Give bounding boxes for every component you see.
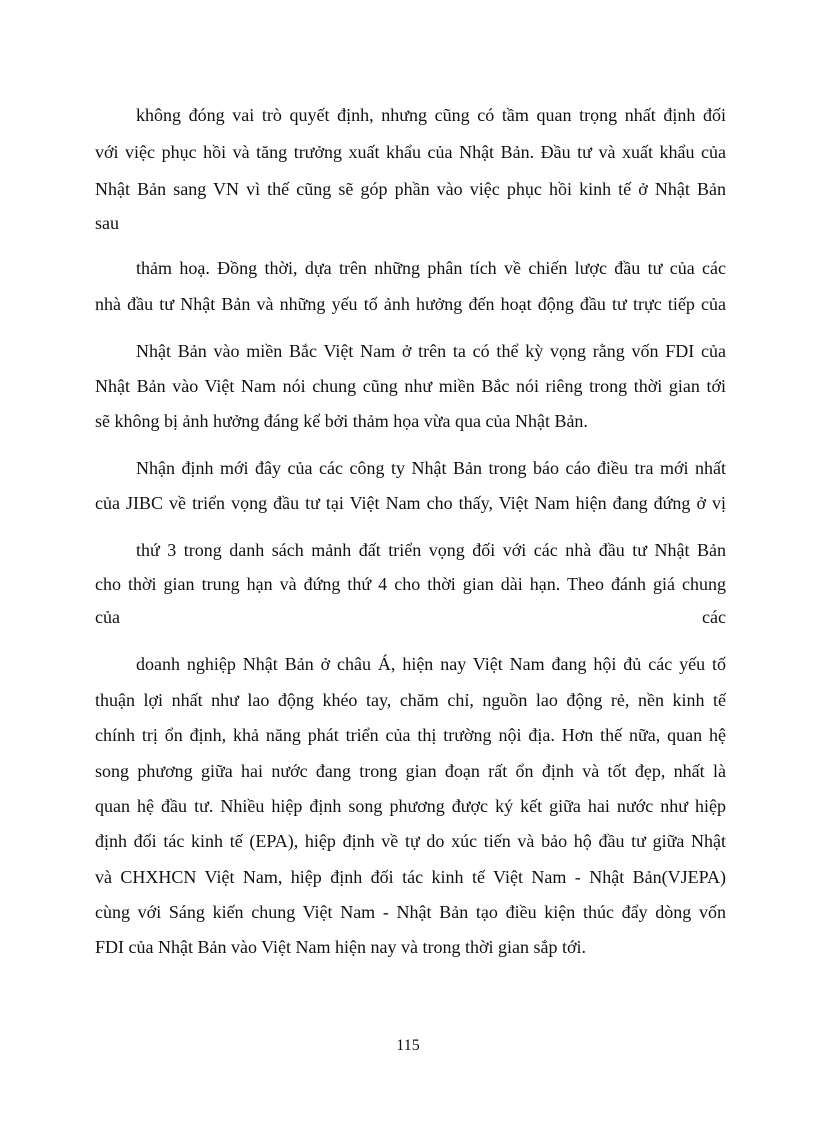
text-line: thuận lợi nhất như lao động khéo tay, chăm chỉ, nguồn lao động rẻ, nền kinh tế (95, 690, 726, 710)
text-line: sau (95, 213, 119, 233)
text-line: chính trị ổn định, khả năng phát triển của thị trường nội địa. Hơn thế nữa, quan hệ (95, 725, 726, 745)
text-line: Nhật Bản vào Việt Nam nói chung cũng như miền Bắc nói riêng trong thời gian tới (95, 376, 726, 396)
text-line: sẽ không bị ảnh hưởng đáng kể bởi thảm họa vừa qua của Nhật Bản. (95, 411, 588, 431)
text-line: doanh nghiệp Nhật Bản ở châu Á, hiện nay Việt Nam đang hội đủ các yếu tố (136, 654, 726, 674)
text-line: của JIBC về triển vọng đầu tư tại Việt Nam cho thấy, Việt Nam hiện đang đứng ở vị (95, 493, 726, 513)
text-line: với việc phục hồi và tăng trưởng xuất khẩu của Nhật Bản. Đầu tư và xuất khẩu của (95, 142, 726, 162)
text-fragment: các (702, 607, 726, 627)
text-line: không đóng vai trò quyết định, nhưng cũng có tầm quan trọng nhất định đối (136, 105, 726, 125)
text-line: cùng với Sáng kiến chung Việt Nam - Nhật Bản tạo điều kiện thúc đẩy dòng vốn (95, 902, 726, 922)
split-line (95, 606, 726, 628)
text-fragment: của (95, 607, 120, 627)
text-line: và CHXHCN Việt Nam, hiệp định đối tác kinh tế Việt Nam - Nhật Bản(VJEPA) (95, 867, 726, 887)
text-line: thứ 3 trong danh sách mảnh đất triển vọng đối với các nhà đầu tư Nhật Bản (136, 540, 726, 560)
text-line: song phương giữa hai nước đang trong gian đoạn rất ổn định và tốt đẹp, nhất là (95, 761, 726, 781)
text-line: cho thời gian trung hạn và đứng thứ 4 cho thời gian dài hạn. Theo đánh giá chung (95, 574, 726, 594)
text-line: Nhật Bản vào miền Bắc Việt Nam ở trên ta có thể kỳ vọng rằng vốn FDI của (136, 341, 726, 361)
text-line: nhà đầu tư Nhật Bản và những yếu tố ảnh hưởng đến hoạt động đầu tư trực tiếp của (95, 294, 726, 314)
text-line: quan hệ đầu tư. Nhiều hiệp định song phương được ký kết giữa hai nước như hiệp (95, 796, 726, 816)
page-number: 115 (396, 1037, 420, 1054)
text-line: FDI của Nhật Bản vào Việt Nam hiện nay và trong thời gian sắp tới. (95, 937, 587, 957)
text-line: Nhật Bản sang VN vì thế cũng sẽ góp phần vào việc phục hồi kinh tế ở Nhật Bản (95, 179, 726, 199)
text-line: định đối tác kinh tế (EPA), hiệp định về tự do xúc tiến và bảo hộ đầu tư giữa Nhật (95, 831, 726, 851)
text-line: thảm hoạ. Đồng thời, dựa trên những phân tích về chiến lược đầu tư của các (136, 258, 726, 278)
text-line: Nhận định mới đây của các công ty Nhật Bản trong báo cáo điều tra mới nhất (136, 458, 726, 478)
